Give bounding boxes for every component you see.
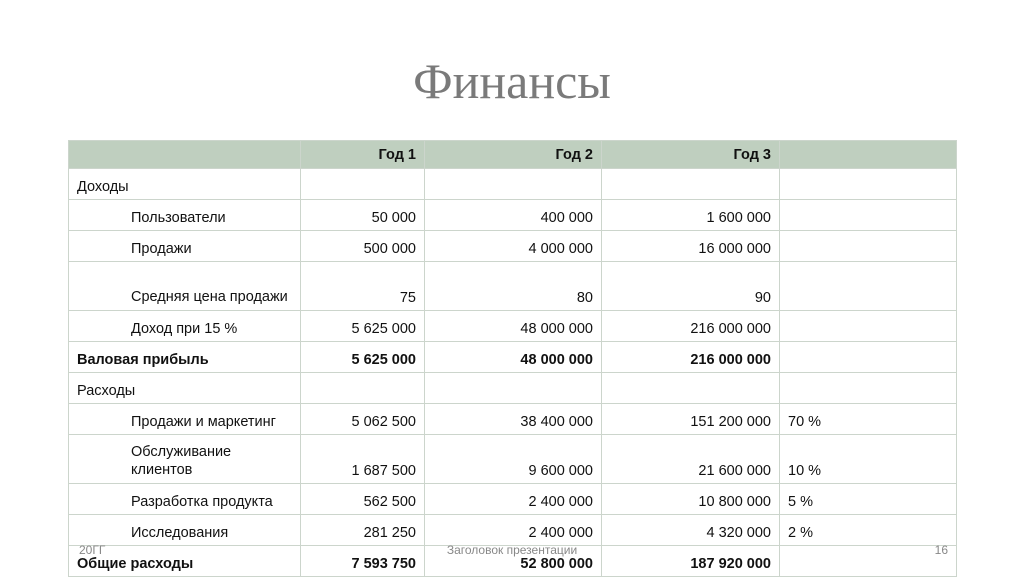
percent-value [780,373,957,404]
table-row-research [69,515,957,546]
row-label: Доходы [69,169,301,200]
row-label: Пользователи [69,200,301,231]
footer-presentation-title: Заголовок презентации [446,543,578,557]
year-3-value: 10 800 000 [602,484,780,515]
header-label-cell [69,141,301,169]
year-1-value: 5 062 500 [301,404,425,435]
row-label: Доход при 15 % [69,311,301,342]
table-row-users [69,200,957,231]
row-label: Продажи и маркетинг [69,404,301,435]
year-3-value: 1 600 000 [602,200,780,231]
year-2-value [425,169,602,200]
table-row-sales [69,231,957,262]
row-label: Расходы [69,373,301,404]
row-label: Продажи [69,231,301,262]
table-row-avg-price [69,262,957,311]
year-1-value: 500 000 [301,231,425,262]
header-year-2: Год 2 [425,141,602,169]
header-year-1: Год 1 [301,141,425,169]
year-3-value [602,373,780,404]
year-3-value: 216 000 000 [602,311,780,342]
year-1-value: 1 687 500 [301,435,425,484]
year-2-value: 2 400 000 [425,515,602,546]
table-row-gross-profit [69,342,957,373]
year-1-value [301,373,425,404]
percent-value: 10 % [780,435,957,484]
header-percent-cell [780,141,957,169]
year-2-value: 38 400 000 [425,404,602,435]
finance-table [68,140,957,577]
percent-value [780,200,957,231]
percent-value [780,342,957,373]
slide-title: Финансы [413,53,611,109]
table-row-customer-service [69,435,957,484]
year-3-value: 4 320 000 [602,515,780,546]
year-3-value [602,169,780,200]
percent-value: 70 % [780,404,957,435]
year-2-value: 400 000 [425,200,602,231]
year-1-value: 5 625 000 [301,311,425,342]
year-1-value: 562 500 [301,484,425,515]
table-row-expenses [69,373,957,404]
year-3-value: 16 000 000 [602,231,780,262]
row-label: Разработка продукта [69,484,301,515]
row-label: Валовая прибыль [69,342,301,373]
year-2-value: 80 [425,262,602,311]
year-1-value: 75 [301,262,425,311]
percent-value [780,231,957,262]
year-2-value: 48 000 000 [425,311,602,342]
percent-value [780,311,957,342]
year-1-value: 7 593 750 [301,546,425,577]
header-year-3: Год 3 [602,141,780,169]
row-label: Общие расходы [69,546,301,577]
footer-page-number: 16 [934,543,948,557]
year-1-value: 50 000 [301,200,425,231]
footer-date: 20ГГ [79,543,106,557]
percent-value: 5 % [780,484,957,515]
table-row-revenue-15 [69,311,957,342]
row-label: Обслуживание клиентов [69,435,301,484]
year-3-value: 21 600 000 [602,435,780,484]
year-2-value: 2 400 000 [425,484,602,515]
year-1-value: 5 625 000 [301,342,425,373]
year-3-value: 187 920 000 [602,546,780,577]
year-2-value: 9 600 000 [425,435,602,484]
table-row-product-dev [69,484,957,515]
table-row-sales-marketing [69,404,957,435]
row-label: Средняя цена продажи [69,262,301,311]
year-2-value [425,373,602,404]
percent-value: 2 % [780,515,957,546]
year-3-value: 151 200 000 [602,404,780,435]
year-3-value: 216 000 000 [602,342,780,373]
year-2-value: 4 000 000 [425,231,602,262]
table-header-row [69,141,957,169]
percent-value [780,169,957,200]
year-2-value: 48 000 000 [425,342,602,373]
row-label: Исследования [69,515,301,546]
year-2-value: 52 800 000 [425,546,602,577]
year-3-value: 90 [602,262,780,311]
table-row-income [69,169,957,200]
year-1-value: 281 250 [301,515,425,546]
year-1-value [301,169,425,200]
percent-value [780,262,957,311]
